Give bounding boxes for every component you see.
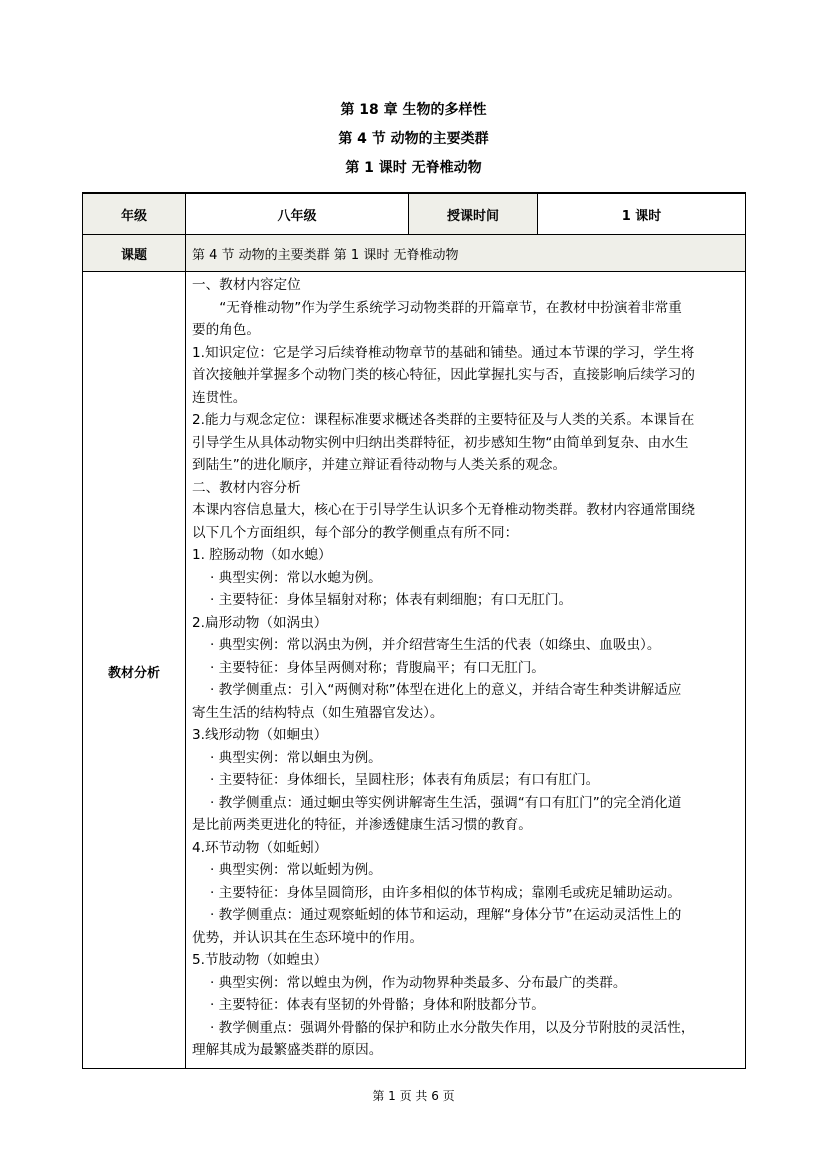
analysis-bullet: · 主要特征：身体呈圆筒形，由许多相似的体节构成；靠刚毛或疣足辅助运动。	[210, 884, 681, 901]
lesson-plan-table	[82, 192, 746, 1069]
analysis-bullet: · 教学侧重点：通过观察蚯蚓的体节和运动，理解“身体分节”在运动灵活性上的	[210, 907, 682, 923]
lesson-title: 第 1 课时 无脊椎动物	[345, 160, 482, 176]
analysis-bullet: · 典型实例：常以水螅为例。	[210, 569, 382, 586]
topic-row	[83, 235, 746, 272]
analysis-line: 理解其成为最繁盛类群的原因。	[192, 1042, 383, 1058]
analysis-line: 到陆生”的进化顺序，并建立辩证看待动物与人类关系的观念。	[192, 457, 567, 473]
analysis-bullet: · 典型实例：常以蝗虫为例，作为动物界种类最多、分布最广的类群。	[210, 974, 627, 991]
analysis-bullet: · 典型实例：常以涡虫为例，并介绍营寄生生活的代表（如绦虫、血吸虫）。	[210, 637, 661, 653]
analysis-line: 本课内容信息量大，核心在于引导学生认识多个无脊椎动物类群。教材内容通常围绕	[192, 502, 695, 518]
analysis-bullet: · 主要特征：身体呈两侧对称；背腹扁平；有口无肛门。	[210, 659, 545, 676]
analysis-line: 要的角色。	[192, 322, 260, 338]
analysis-bullet: · 教学侧重点：强调外骨骼的保护和防止水分散失作用，以及分节附肢的灵活性，	[210, 1019, 695, 1036]
section-title: 第 4 节 动物的主要类群	[338, 131, 489, 147]
analysis-line: 是比前两类更进化的特征，并渗透健康生活习惯的教育。	[192, 817, 532, 833]
time-label: 授课时间	[409, 193, 538, 235]
analysis-content	[186, 272, 746, 1069]
analysis-line: 5.节肢动物（如蝗虫）	[192, 952, 328, 968]
grade-value: 八年级	[186, 193, 409, 235]
analysis-row	[83, 272, 746, 1069]
analysis-line: 4.环节动物（如蚯蚓）	[192, 839, 328, 856]
chapter-title: 第 18 章 生物的多样性	[340, 102, 487, 118]
analysis-bullet: · 教学侧重点：引入“两侧对称”体型在进化上的意义，并结合寄生种类讲解适应	[210, 682, 682, 698]
grade-row	[83, 193, 746, 235]
analysis-line: 优势，并认识其在生态环境中的作用。	[192, 929, 424, 946]
analysis-bullet: · 典型实例：常以蚯蚓为例。	[210, 862, 382, 878]
analysis-line: 寄生生活的结构特点（如生殖器官发达）。	[192, 704, 444, 721]
analysis-bullet: · 典型实例：常以蛔虫为例。	[210, 749, 382, 766]
analysis-line: 3.线形动物（如蛔虫）	[192, 727, 328, 743]
analysis-line: 一、教材内容定位	[192, 277, 301, 293]
analysis-line: 1. 腔肠动物（如水螅）	[192, 547, 332, 563]
grade-label: 年级	[83, 193, 186, 235]
analysis-bullet: · 教学侧重点：通过蛔虫等实例讲解寄生生活，强调“有口有肛门”的完全消化道	[210, 794, 682, 811]
analysis-bullet: · 主要特征：身体呈辐射对称；体表有刺细胞；有口无肛门。	[210, 592, 573, 608]
analysis-line: 1.知识定位：它是学习后续脊椎动物章节的基础和铺垫。通过本节课的学习，学生将	[192, 344, 695, 361]
analysis-line: “无脊椎动物”作为学生系统学习动物类群的开篇章节，在教材中扮演着非常重	[219, 299, 682, 316]
analysis-line: 引导学生从具体动物实例中归纳出类群特征，初步感知生物“由简单到复杂、由水生	[192, 434, 689, 451]
analysis-line: 连贯性。	[192, 389, 247, 406]
analysis-label: 教材分析	[83, 272, 186, 1069]
page-footer: 第 1 页 共 6 页	[372, 1089, 455, 1103]
analysis-line: 二、教材内容分析	[192, 479, 301, 496]
analysis-line: 2.扁形动物（如涡虫）	[192, 614, 328, 631]
time-value: 1 课时	[538, 193, 746, 235]
analysis-bullet: · 主要特征：体表有坚韧的外骨骼；身体和附肢都分节。	[210, 997, 545, 1013]
topic-value: 第 4 节 动物的主要类群 第 1 课时 无脊椎动物	[186, 235, 746, 272]
analysis-line: 2.能力与观念定位：课程标准要求概述各类群的主要特征及与人类的关系。本课旨在	[192, 412, 695, 428]
analysis-line: 首次接触并掌握多个动物门类的核心特征，因此掌握扎实与否，直接影响后续学习的	[192, 367, 695, 383]
topic-label: 课题	[83, 235, 186, 272]
analysis-bullet: · 主要特征：身体细长，呈圆柱形；体表有角质层；有口有肛门。	[210, 772, 600, 788]
analysis-line: 以下几个方面组织，每个部分的教学侧重点有所不同：	[192, 524, 519, 541]
